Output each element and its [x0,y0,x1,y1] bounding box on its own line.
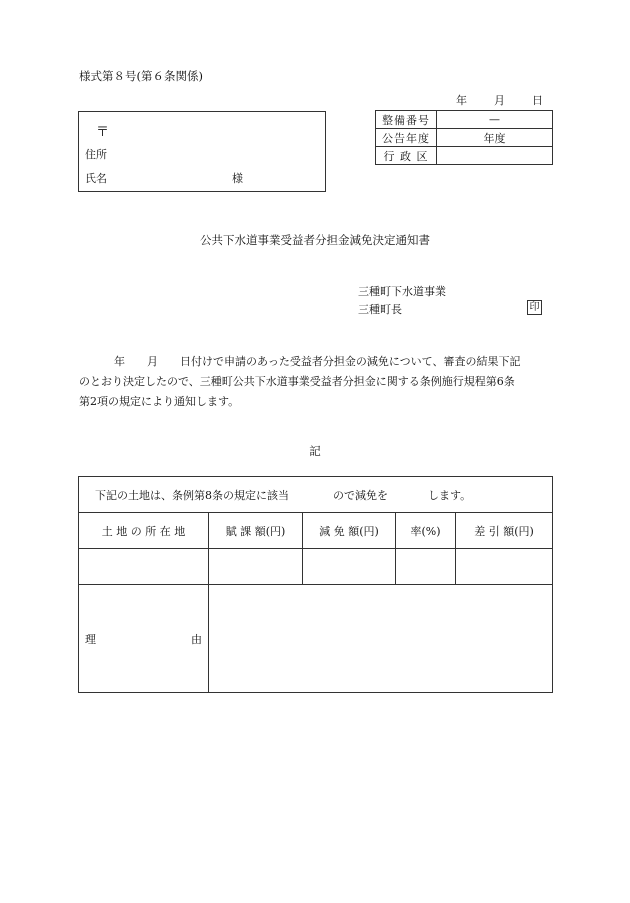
header-rate: 率(%) [396,513,456,549]
honorific: 様 [232,172,243,185]
body-month: 月 [147,355,158,368]
note-part-2: ので減免を [333,488,388,502]
header-reduction-amount: 減 免 額(円) [303,513,396,549]
address-box [78,111,326,192]
info-row-district [376,147,553,165]
date-year: 年 [456,94,467,107]
cell-reduction [303,549,396,585]
document-title: 公共下水道事業受益者分担金減免決定通知書 [200,233,430,247]
note-cell [79,477,553,513]
seal-mark: 印 [527,300,542,315]
header-assessed-amount: 賦 課 額(円) [209,513,303,549]
main-table [78,476,553,693]
data-row [79,549,553,585]
body-line-3: 第2項の規定により通知します。 [79,395,240,408]
note-row [79,477,553,513]
reason-label [79,585,209,693]
cell-balance [456,549,553,585]
reason-right-char: 由 [191,632,202,646]
body-line-2: のとおり決定したので、三種町公共下水道事業受益者分担金に関する条例施行規程第6条 [79,375,515,388]
header-row [79,513,553,549]
reason-left-char: 理 [85,632,96,646]
note-part-1: 下記の土地は、条例第8条の規定に該当 [95,488,289,502]
body-year: 年 [114,355,125,368]
info-row-notice-year [376,129,553,147]
date-month: 月 [494,94,505,107]
info-table [375,110,553,165]
header-location: 土 地 の 所 在 地 [79,513,209,549]
reason-row [79,585,553,693]
date-line [456,92,543,108]
body-line-1 [79,352,551,372]
cell-rate [396,549,456,585]
body-text [79,352,551,412]
header-balance: 差 引 額(円) [456,513,553,549]
ki-heading: 記 [309,444,321,458]
issuer-organization: 三種町下水道事業 [358,285,446,298]
cell-location [79,549,209,585]
date-day: 日 [532,94,543,107]
reason-content [209,585,553,693]
form-number: 様式第８号(第６条関係) [79,69,203,83]
postal-mark: 〒 [96,125,110,140]
info-value [437,147,553,165]
cell-assessed [209,549,303,585]
info-value: — [437,111,553,129]
issuer-mayor: 三種町長 [358,303,402,316]
info-label: 整備番号 [376,111,437,129]
address-label: 住所 [85,148,107,161]
info-label: 公告年度 [376,129,437,147]
name-label: 氏名 [85,172,107,185]
info-row-maintenance-number [376,111,553,129]
info-label: 行 政 区 [376,147,437,165]
body-line1-rest: 日付けで申請のあった受益者分担金の減免について、審査の結果下記 [180,355,521,368]
note-part-3: します。 [428,488,472,502]
info-value: 年度 [437,129,553,147]
